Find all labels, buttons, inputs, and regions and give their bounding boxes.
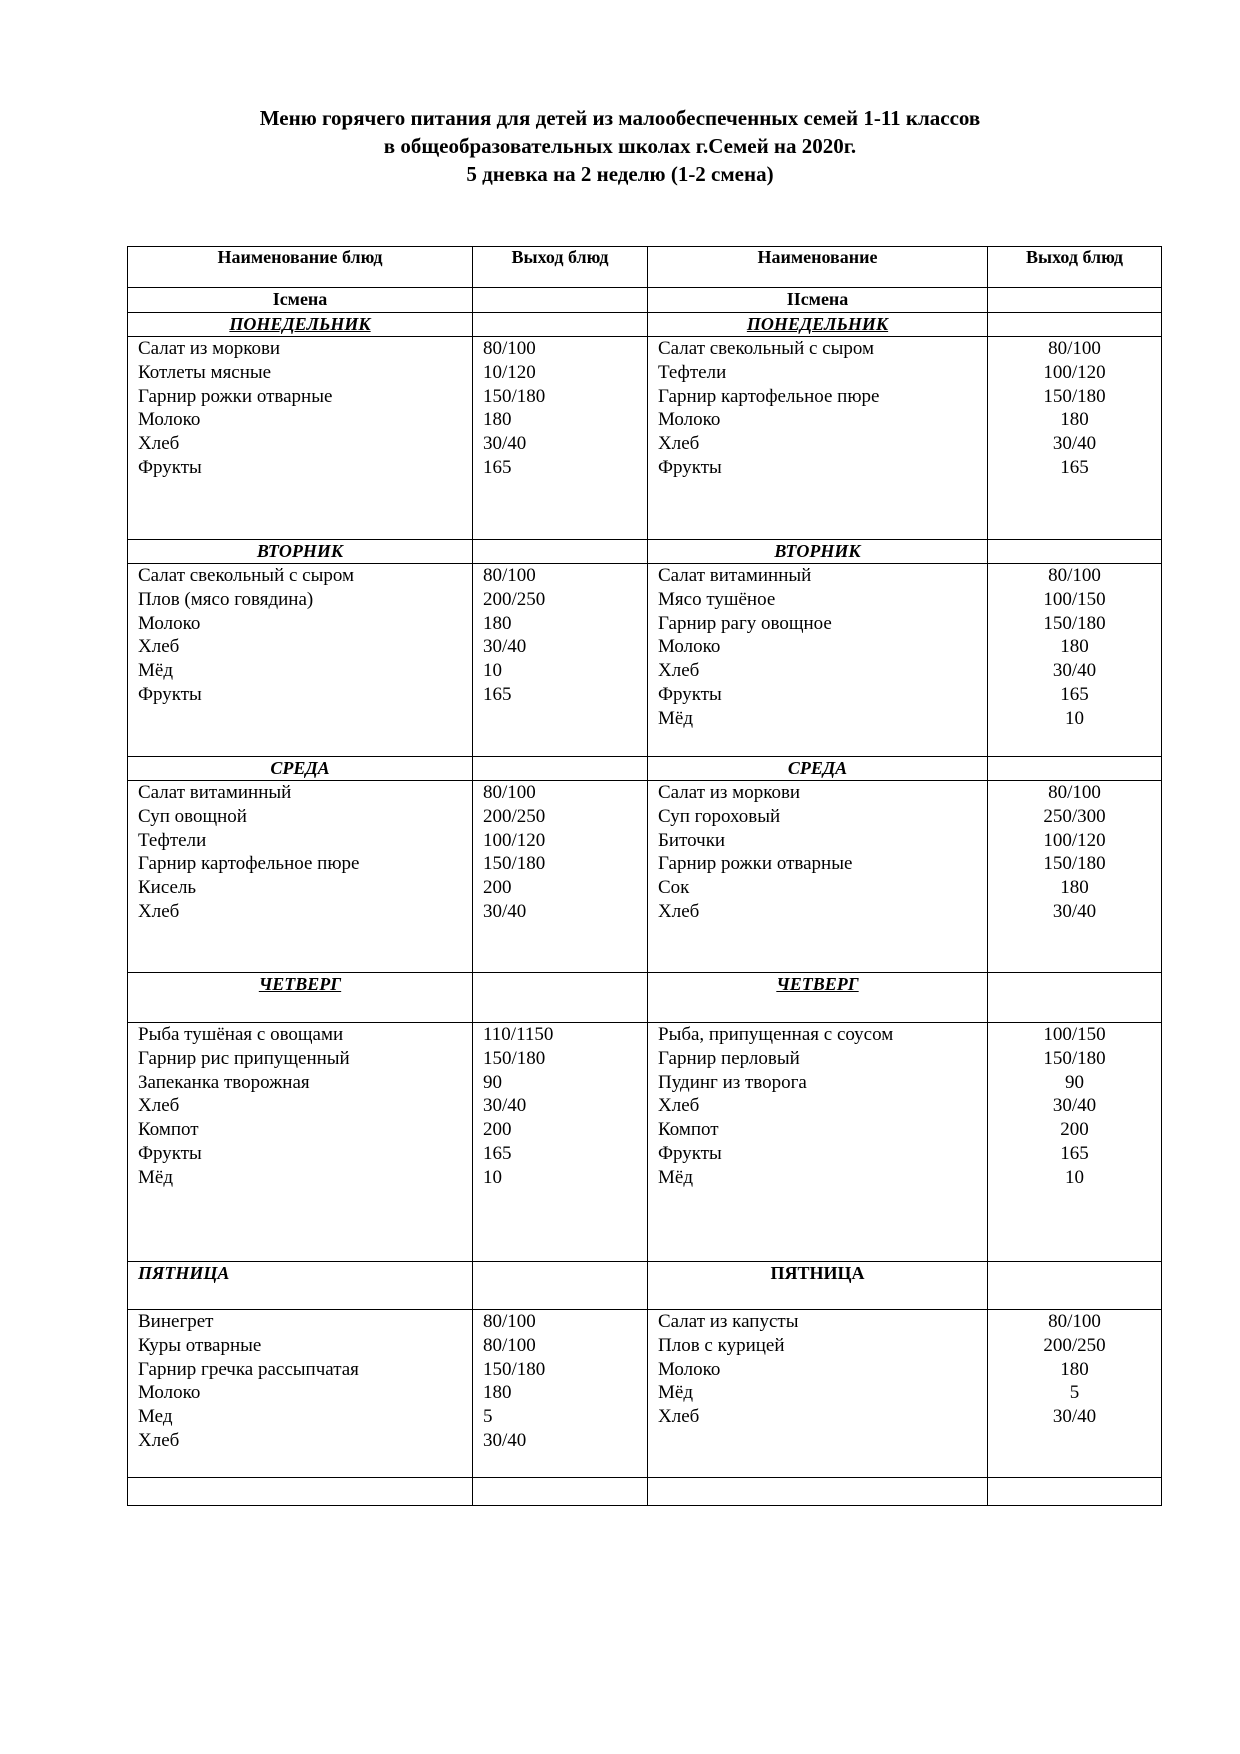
dish-name: Хлеб (658, 1095, 700, 1117)
shift-row (128, 288, 1162, 313)
dish-output: 180 (1060, 877, 1089, 899)
dish-output: 10 (483, 660, 502, 682)
empty-cell (988, 540, 1162, 564)
right-dishes (648, 1310, 988, 1478)
dish-output: 10 (483, 1166, 502, 1188)
dish-output: 30/40 (1052, 1095, 1097, 1117)
dish-output: 200/250 (1043, 1334, 1106, 1356)
dish-output: 165 (1060, 683, 1089, 705)
dish-output: 250/300 (1043, 805, 1106, 827)
dish-output: 30/40 (1052, 433, 1097, 455)
dish-output: 150/180 (483, 1047, 546, 1069)
left-outputs (473, 1023, 648, 1262)
dish-output: 30/40 (483, 636, 527, 658)
header-output-2: Выход блюд (988, 247, 1162, 288)
dish-output: 30/40 (1052, 660, 1097, 682)
dish-name: Гарнир гречка рассыпчатая (138, 1358, 359, 1380)
title-line-1: Меню горячего питания для детей из малообеспеченных семей 1-11 классов (259, 106, 981, 130)
dish-name: Фрукты (658, 456, 722, 478)
left-dishes (128, 781, 473, 973)
dish-output: 5 (1069, 1382, 1080, 1404)
dish-output: 110/1150 (483, 1024, 554, 1045)
dish-name: Гарнир рожки отварные (138, 385, 333, 407)
dish-name: Винегрет (138, 1311, 214, 1332)
dish-name: Куры отварные (138, 1334, 262, 1356)
dish-output: 80/100 (483, 565, 536, 586)
empty-cell (473, 288, 648, 313)
dish-name: Хлеб (658, 660, 700, 682)
right-dishes (648, 564, 988, 757)
dish-name: Молоко (138, 1382, 201, 1404)
dish-name: Салат свекольный с сыром (138, 565, 355, 586)
empty-row (128, 1478, 1162, 1506)
dish-name: Сок (658, 877, 690, 899)
dish-name: Молоко (658, 636, 721, 658)
dish-output: 150/180 (483, 853, 546, 875)
dish-output: 90 (483, 1071, 502, 1093)
dish-output: 80/100 (483, 1311, 536, 1332)
dish-output: 80/100 (483, 782, 536, 803)
right-dishes (648, 337, 988, 540)
dish-name: Салат витаминный (138, 782, 292, 803)
empty-cell (988, 757, 1162, 781)
dish-output: 165 (483, 456, 512, 478)
header-output: Выход блюд (473, 247, 648, 288)
day-row-friday (128, 1262, 1162, 1310)
dish-output: 100/150 (1043, 588, 1106, 610)
dish-output: 80/100 (1048, 782, 1101, 803)
items-row-wednesday (128, 781, 1162, 973)
empty-cell (988, 1262, 1162, 1310)
dish-name: Тефтели (658, 361, 727, 383)
right-dishes (648, 1023, 988, 1262)
dish-name: Салат из моркови (658, 782, 801, 803)
header-dish-name-2: Наименование (648, 247, 988, 288)
dish-output: 180 (483, 409, 512, 431)
items-row-tuesday (128, 564, 1162, 757)
dish-name: Плов (мясо говядина) (138, 588, 314, 610)
dish-name: Рыба тушёная с овощами (138, 1024, 344, 1045)
dish-name: Хлеб (138, 1429, 180, 1451)
dish-output: 30/40 (1052, 1406, 1097, 1428)
day-row-tuesday (128, 540, 1162, 564)
dish-name: Хлеб (138, 433, 180, 455)
dish-name: Гарнир рожки отварные (658, 853, 853, 875)
second-shift-label: IIсмена (648, 288, 988, 313)
title-line-2: в общеобразовательных школах г.Семей на 2020г. (383, 134, 857, 158)
dish-name: Мёд (138, 1166, 173, 1188)
empty-cell (473, 973, 648, 1023)
dish-output: 100/150 (1043, 1024, 1106, 1045)
dish-output: 200/250 (483, 805, 546, 827)
day-name-left: СРЕДА (128, 757, 473, 781)
dish-output: 180 (1060, 1358, 1089, 1380)
dish-name: Гарнир картофельное пюре (138, 853, 360, 875)
day-name-right: ВТОРНИК (648, 540, 988, 564)
dish-name: Биточки (658, 829, 726, 851)
first-shift-label: Iсмена (128, 288, 473, 313)
left-outputs (473, 337, 648, 540)
dish-name: Фрукты (658, 683, 722, 705)
dish-output: 150/180 (1043, 385, 1106, 407)
left-dishes (128, 564, 473, 757)
dish-output: 180 (483, 612, 512, 634)
dish-name: Фрукты (658, 1142, 722, 1164)
left-dishes (128, 1310, 473, 1478)
dish-name: Тефтели (138, 829, 207, 851)
dish-name: Мёд (658, 1382, 693, 1404)
header-row (128, 247, 1162, 288)
items-row-monday (128, 337, 1162, 540)
day-name-right: ПЯТНИЦА (648, 1262, 988, 1310)
dish-output: 80/100 (483, 338, 536, 359)
dish-output: 150/180 (1043, 1047, 1106, 1069)
right-outputs (988, 1310, 1162, 1478)
dish-name: Молоко (658, 409, 721, 431)
dish-name: Хлеб (658, 1406, 700, 1428)
dish-output: 165 (1060, 456, 1089, 478)
day-row-thursday (128, 973, 1162, 1023)
empty-cell (473, 1478, 648, 1506)
menu-table (127, 246, 1162, 1506)
items-row-thursday (128, 1023, 1162, 1262)
dish-name: Хлеб (138, 636, 180, 658)
day-name-right: ПОНЕДЕЛЬНИК (648, 313, 988, 337)
dish-output: 180 (483, 1382, 512, 1404)
header-dish-name: Наименование блюд (128, 247, 473, 288)
document-title (0, 104, 1240, 188)
dish-name: Кисель (138, 877, 197, 899)
dish-name: Хлеб (138, 900, 180, 922)
dish-output: 80/100 (1048, 1311, 1101, 1332)
left-outputs (473, 564, 648, 757)
empty-cell (988, 1478, 1162, 1506)
dish-output: 30/40 (483, 900, 527, 922)
dish-name: Рыба, припущенная с соусом (658, 1024, 894, 1045)
dish-output: 10/120 (483, 361, 536, 383)
dish-name: Салат витаминный (658, 565, 812, 586)
dish-name: Хлеб (658, 433, 700, 455)
dish-name: Мёд (658, 1166, 693, 1188)
dish-name: Фрукты (138, 683, 202, 705)
dish-name: Молоко (138, 612, 201, 634)
right-outputs (988, 564, 1162, 757)
dish-output: 100/120 (1043, 829, 1106, 851)
dish-name: Гарнир рис припущенный (138, 1047, 350, 1069)
left-outputs (473, 1310, 648, 1478)
empty-cell (473, 313, 648, 337)
dish-name: Пудинг из творога (658, 1071, 807, 1093)
dish-output: 165 (1060, 1142, 1089, 1164)
dish-output: 100/120 (483, 829, 546, 851)
dish-output: 150/180 (1043, 612, 1106, 634)
day-name-right: ЧЕТВЕРГ (648, 973, 988, 1023)
dish-name: Мясо тушёное (658, 588, 776, 610)
right-outputs (988, 781, 1162, 973)
day-name-left: ПОНЕДЕЛЬНИК (128, 313, 473, 337)
right-dishes (648, 781, 988, 973)
dish-name: Компот (658, 1119, 719, 1141)
dish-name: Гарнир перловый (658, 1047, 800, 1069)
dish-name: Гарнир рагу овощное (658, 612, 832, 634)
dish-name: Компот (138, 1119, 199, 1141)
dish-output: 150/180 (483, 1358, 546, 1380)
day-name-left: ВТОРНИК (128, 540, 473, 564)
empty-cell (988, 313, 1162, 337)
dish-name: Гарнир картофельное пюре (658, 385, 880, 407)
dish-name: Плов с курицей (658, 1334, 785, 1356)
dish-output: 165 (483, 1142, 512, 1164)
dish-output: 180 (1060, 409, 1089, 431)
dish-output: 10 (1065, 707, 1084, 729)
dish-output: 180 (1060, 636, 1089, 658)
dish-output: 150/180 (1043, 853, 1106, 875)
dish-name: Молоко (658, 1358, 721, 1380)
left-outputs (473, 781, 648, 973)
dish-name: Котлеты мясные (138, 361, 272, 383)
dish-output: 5 (483, 1406, 493, 1428)
dish-name: Салат из капусты (658, 1311, 799, 1332)
left-dishes (128, 1023, 473, 1262)
empty-cell (473, 757, 648, 781)
items-row-friday (128, 1310, 1162, 1478)
dish-output: 80/100 (1048, 565, 1101, 586)
dish-output: 200 (483, 877, 512, 899)
dish-name: Фрукты (138, 456, 202, 478)
dish-output: 200 (483, 1119, 512, 1141)
dish-name: Хлеб (138, 1095, 180, 1117)
day-name-left: ЧЕТВЕРГ (128, 973, 473, 1023)
empty-cell (473, 1262, 648, 1310)
dish-output: 80/100 (483, 1334, 536, 1356)
dish-output: 90 (1065, 1071, 1084, 1093)
day-row-monday (128, 313, 1162, 337)
right-outputs (988, 337, 1162, 540)
dish-name: Молоко (138, 409, 201, 431)
dish-output: 200/250 (483, 588, 546, 610)
dish-name: Суп овощной (138, 805, 247, 827)
empty-cell (473, 540, 648, 564)
dish-output: 30/40 (483, 433, 527, 455)
dish-output: 80/100 (1048, 338, 1101, 359)
right-outputs (988, 1023, 1162, 1262)
empty-cell (988, 288, 1162, 313)
dish-output: 30/40 (483, 1095, 527, 1117)
title-line-3: 5 дневка на 2 неделю (1-2 смена) (466, 162, 774, 186)
empty-cell (648, 1478, 988, 1506)
dish-name: Фрукты (138, 1142, 202, 1164)
dish-output: 30/40 (483, 1429, 527, 1451)
day-name-left: ПЯТНИЦА (128, 1262, 473, 1310)
dish-name: Салат свекольный с сыром (658, 338, 875, 359)
dish-output: 10 (1065, 1166, 1084, 1188)
dish-name: Мёд (658, 707, 693, 729)
dish-name: Мед (138, 1406, 173, 1428)
empty-cell (128, 1478, 473, 1506)
dish-name: Запеканка творожная (138, 1071, 310, 1093)
dish-name: Мёд (138, 660, 173, 682)
empty-cell (988, 973, 1162, 1023)
dish-output: 200 (1060, 1119, 1089, 1141)
dish-name: Хлеб (658, 900, 700, 922)
dish-output: 100/120 (1043, 361, 1106, 383)
dish-output: 150/180 (483, 385, 546, 407)
dish-output: 30/40 (1052, 900, 1097, 922)
day-name-right: СРЕДА (648, 757, 988, 781)
dish-output: 165 (483, 683, 512, 705)
dish-name: Салат из моркови (138, 338, 281, 359)
dish-name: Суп гороховый (658, 805, 781, 827)
day-row-wednesday (128, 757, 1162, 781)
left-dishes (128, 337, 473, 540)
